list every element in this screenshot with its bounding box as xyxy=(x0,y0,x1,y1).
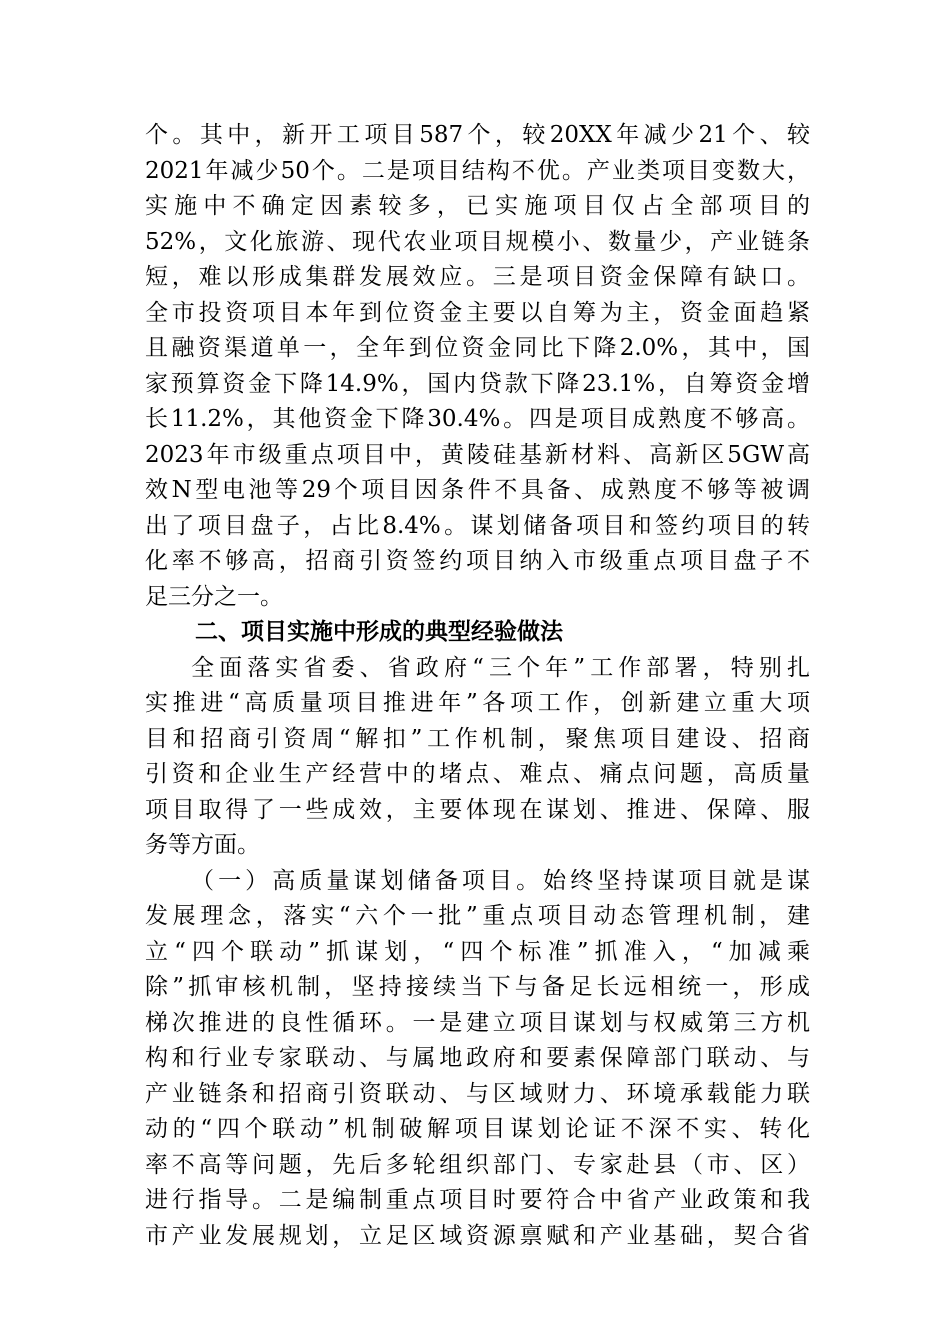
paragraph-line: 全面落实省委、省政府“三个年”工作部署，特别扎 xyxy=(191,654,810,681)
paragraph-line: 项目取得了一些成效，主要体现在谋划、推进、保障、服 xyxy=(145,796,810,823)
paragraph-line: 全市投资项目本年到位资金主要以自筹为主，资金面趋紧 xyxy=(145,299,810,326)
section-heading: 二、项目实施中形成的典型经验做法 xyxy=(195,619,563,645)
paragraph-line: 长11.2%，其他资金下降30.4%。四是项目成熟度不够高。 xyxy=(145,406,810,432)
paragraph-line: 2023年市级重点项目中，黄陵硅基新材料、高新区5GW高 xyxy=(145,441,810,468)
paragraph-line: 立“四个联动”抓谋划，“四个标准”抓准入，“加减乘 xyxy=(145,938,810,965)
paragraph-line: 2021年减少50个。二是项目结构不优。产业类项目变数大， xyxy=(145,157,810,184)
paragraph-line: 发展理念，落实“六个一批”重点项目动态管理机制，建 xyxy=(145,903,810,929)
paragraph-line: 除”抓审核机制，坚持接续当下与备足长远相统一，形成 xyxy=(145,974,810,1000)
paragraph-line: 且融资渠道单一，全年到位资金同比下降2.0%，其中，国 xyxy=(145,335,810,361)
paragraph-line: 率不高等问题，先后多轮组织部门、专家赴县（市、区） xyxy=(145,1151,810,1178)
paragraph-line: 出了项目盘子，占比8.4%。谋划储备项目和签约项目的转 xyxy=(145,512,810,539)
paragraph-line: 个。其中，新开工项目587个，较20XX年减少21个、较 xyxy=(145,122,810,148)
paragraph-line: 目和招商引资周“解扣”工作机制，聚焦项目建设、招商 xyxy=(145,725,810,752)
paragraph-line: 实施中不确定因素较多，已实施项目仅占全部项目的 xyxy=(145,193,810,219)
paragraph-line: 市产业发展规划，立足区域资源禀赋和产业基础，契合省 xyxy=(145,1222,810,1249)
paragraph-line: 家预算资金下降14.9%，国内贷款下降23.1%，自筹资金增 xyxy=(145,370,810,397)
paragraph-line: 梯次推进的良性循环。一是建立项目谋划与权威第三方机 xyxy=(145,1009,810,1036)
paragraph-line: 动的“四个联动”机制破解项目谋划论证不深不实、转化 xyxy=(145,1116,810,1142)
paragraph-line: 足三分之一。 xyxy=(145,583,283,610)
paragraph-line: 实推进“高质量项目推进年”各项工作，创新建立重大项 xyxy=(145,690,810,716)
paragraph-line: 务等方面。 xyxy=(145,832,260,858)
paragraph-line: 进行指导。二是编制重点项目时要符合中省产业政策和我 xyxy=(145,1187,810,1213)
paragraph-line: 短，难以形成集群发展效应。三是项目资金保障有缺口。 xyxy=(145,264,810,290)
paragraph-line: 引资和企业生产经营中的堵点、难点、痛点问题，高质量 xyxy=(145,761,810,787)
paragraph-line: 产业链条和招商引资联动、与区域财力、环境承载能力联 xyxy=(145,1080,810,1107)
paragraph-line: 效N型电池等29个项目因条件不具备、成熟度不够等被调 xyxy=(145,477,810,503)
paragraph-line: 52%，文化旅游、现代农业项目规模小、数量少，产业链条 xyxy=(145,228,810,255)
paragraph-line: 化率不够高，招商引资签约项目纳入市级重点项目盘子不 xyxy=(145,548,810,574)
document-body xyxy=(145,118,810,1254)
paragraph-line: 构和行业专家联动、与属地政府和要素保障部门联动、与 xyxy=(145,1045,810,1071)
subsection-paragraph-line: （一）高质量谋划储备项目。始终坚持谋项目就是谋 xyxy=(191,867,810,894)
